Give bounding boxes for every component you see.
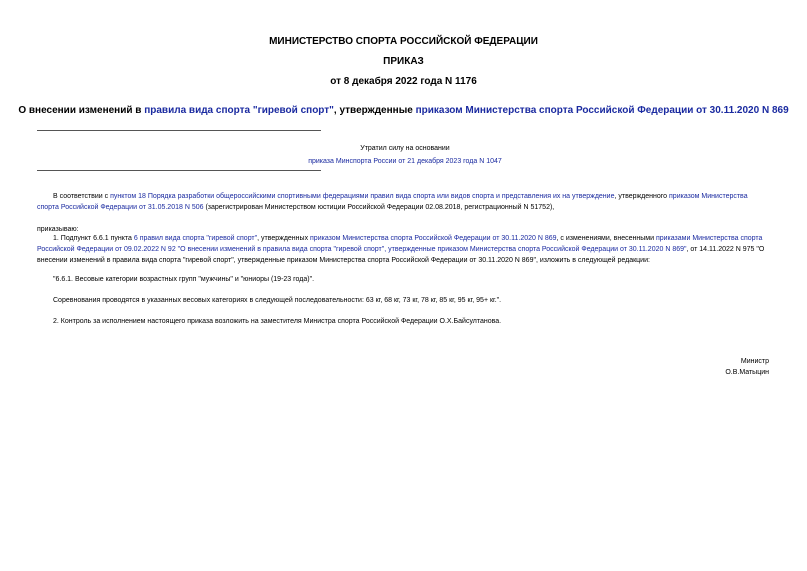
item1-text-1: 1. Подпункт 6.6.1 пункта <box>53 235 134 242</box>
preamble-text-2: , утвержденного <box>614 193 670 200</box>
signature-position: Министр <box>740 358 769 365</box>
doc-type-heading: ПРИКАЗ <box>383 56 424 67</box>
top-divider <box>37 130 321 131</box>
preamble-text-1: В соответствии с <box>53 193 111 200</box>
order-word: приказываю: <box>37 226 79 233</box>
preamble-link-procedure[interactable]: пунктом 18 Порядка разработки общероссийскими спортивными федерациями правил вида спорта или видов спорта и представления их на утверждение <box>110 193 615 200</box>
item1-text-4: , от 14.11.2022 N 975 "О внесении изменений в правила вида спорта "гиревой спорт", утвержденные приказом Министерства спорта Российской Федерации от 30.11.2020 N 869", изложить в следующей редакции: <box>37 246 765 264</box>
signature-name: О.В.Матыцин <box>725 369 769 376</box>
bottom-divider <box>37 170 321 171</box>
ministry-heading: МИНИСТЕРСТВО СПОРТА РОССИЙСКОЙ ФЕДЕРАЦИИ <box>269 36 538 47</box>
date-number: от 8 декабря 2022 года N 1176 <box>330 76 477 87</box>
item-2-paragraph: 2. Контроль за исполнением настоящего приказа возложить на заместителя Министра спорта Российской Федерации О.Х.Байсултанова. <box>53 318 502 325</box>
title-text-2: , утвержденные <box>333 105 416 116</box>
item1-link-order[interactable]: приказом Министерства спорта Российской Федерации от 30.11.2020 N 869 <box>310 235 557 242</box>
quote-competition-order: Соревнования проводятся в указанных весовых категориях в следующей последовательности: 63 кг, 68 кг, 73 кг, 78 кг, 85 кг, 95 кг, 95+ кг.". <box>53 297 502 304</box>
status-text: Утратил силу на основании <box>360 145 450 152</box>
quote-weight-categories: "6.6.1. Весовые категории возрастных групп "мужчины" и "юниоры (19-23 года)". <box>53 276 315 283</box>
preamble-paragraph <box>37 191 769 213</box>
preamble-text-3: (зарегистрирован Министерством юстиции Российской Федерации 02.08.2018, регистрационный N 51752), <box>203 204 555 211</box>
item1-link-amendments[interactable]: приказами Министерства спорта Российской Федерации от 09.02.2022 N 92 "О внесении изменений в правила вида спорта "гиревой спорт", утвержденные приказом Министерства спорта Российской Федерации от 30.11.2020 N 869" <box>37 235 763 253</box>
status-note <box>205 144 605 167</box>
item-1-paragraph <box>37 233 769 266</box>
status-link[interactable]: приказа Минспорта России от 21 декабря 2023 года N 1047 <box>308 158 502 165</box>
item1-link-rules[interactable]: 6 правил вида спорта "гиревой спорт" <box>133 235 258 242</box>
item1-text-3: , с изменениями, внесенными <box>556 235 656 242</box>
preamble-link-order[interactable]: приказом Министерства спорта Российской Федерации от 31.05.2018 N 506 <box>37 193 748 211</box>
title-link-rules[interactable]: правила вида спорта "гиревой спорт" <box>144 105 334 116</box>
item1-text-2: , утвержденных <box>257 235 311 242</box>
title-link-order[interactable]: приказом Министерства спорта Российской Федерации от 30.11.2020 N 869 <box>415 105 789 116</box>
document-title <box>0 105 807 116</box>
title-text-1: О внесении изменений в <box>18 105 145 116</box>
